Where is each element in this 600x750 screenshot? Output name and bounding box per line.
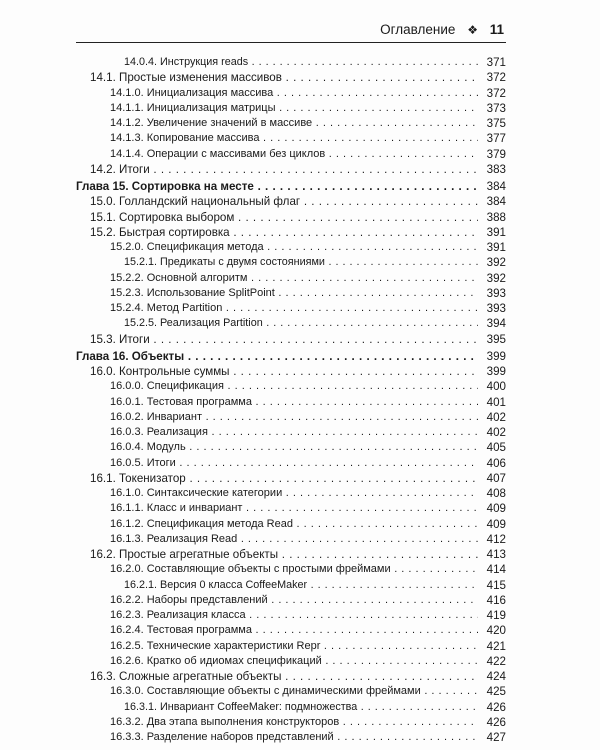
toc-entry-page: 419 (478, 608, 506, 623)
toc-entry (76, 456, 506, 471)
toc-entry (76, 654, 506, 669)
toc-entry-page: 407 (478, 471, 506, 486)
toc-entry-title: 16.2.0. Составляющие объекты с простыми фреймами . . . (110, 562, 486, 577)
toc-entry (76, 410, 506, 425)
toc-entry-title: 15.2.4. Метод Partition . . . (110, 301, 486, 316)
toc-entry-page: 426 (478, 700, 506, 715)
toc-entry-title: 16.1.1. Класс и инвариант . . . (110, 501, 486, 516)
toc-entry (76, 440, 506, 455)
toc-entry (76, 147, 506, 162)
toc-entry (76, 623, 506, 638)
toc-entry (76, 116, 506, 131)
toc-entry-title: 14.1.2. Увеличение значений в массиве . . . (110, 116, 486, 131)
toc-entry (76, 562, 506, 577)
toc-entry-title: 16.1. Токенизатор . . . (90, 471, 486, 486)
toc-entry (76, 730, 506, 745)
toc-entry-page: 409 (478, 517, 506, 532)
toc-entry (76, 501, 506, 516)
toc-entry-page: 402 (478, 410, 506, 425)
toc-entry-title: 15.0. Голландский национальный флаг . . . (90, 194, 486, 209)
toc-entry-page: 405 (478, 440, 506, 455)
toc-entry-page: 421 (478, 639, 506, 654)
toc-entry-page: 413 (478, 547, 506, 562)
toc-entry (76, 700, 506, 715)
toc-entry (76, 364, 506, 379)
toc-entry-title: 16.3.1. Инвариант CoffeeMaker: подмножества . . . (124, 700, 486, 715)
toc-entry-page: 427 (478, 730, 506, 745)
toc-entry-title: 15.2.5. Реализация Partition . . . (124, 316, 486, 331)
toc-entry-page: 416 (478, 593, 506, 608)
toc-entry-page: 393 (478, 301, 506, 316)
toc-entry-title: 15.1. Сортировка выбором . . . (90, 210, 486, 225)
toc-entry (76, 255, 506, 270)
toc-entry-page: 401 (478, 395, 506, 410)
header-title: Оглавление (380, 22, 456, 37)
toc-entry-title: 16.0.5. Итоги . . . (110, 456, 486, 471)
toc-entry-page: 414 (478, 562, 506, 577)
toc-entry-title: 16.0.2. Инвариант . . . (110, 410, 486, 425)
toc-entry-title: 16.2.5. Технические характеристики Repr . . . (110, 639, 486, 654)
toc-entry-title: 14.1.4. Операции с массивами без циклов . . . (110, 147, 486, 162)
toc-entry (76, 240, 506, 255)
toc-entry-page: 420 (478, 623, 506, 638)
toc-entry-page: 377 (478, 131, 506, 146)
toc-entry (76, 162, 506, 177)
toc-entry (76, 332, 506, 347)
toc-entry (76, 316, 506, 331)
header-rule (76, 42, 506, 43)
toc-entry-page: 412 (478, 532, 506, 547)
toc-entry-title: 15.2. Быстрая сортировка . . . (90, 225, 486, 240)
toc-entry-title: 14.2. Итоги . . . (90, 162, 486, 177)
toc-entry-page: 399 (478, 364, 506, 379)
toc-entry-page: 372 (478, 86, 506, 101)
toc-entry-page: 399 (478, 349, 506, 364)
running-header (380, 22, 504, 37)
toc-entry (76, 395, 506, 410)
toc-entry-title: 14.1.3. Копирование массива . . . (110, 131, 486, 146)
toc-entry-page: 402 (478, 425, 506, 440)
toc-entry (76, 578, 506, 593)
toc-entry-title: Глава 16. Объекты . . . (76, 349, 486, 364)
toc-entry-page: 392 (478, 255, 506, 270)
toc-entry-title: Глава 15. Сортировка на месте . . . (76, 179, 486, 194)
toc-entry-page: 384 (478, 179, 506, 194)
toc-entry-title: 15.2.2. Основной алгоритм . . . (110, 271, 486, 286)
toc-entry-page: 371 (478, 55, 506, 70)
toc-entry-page: 384 (478, 194, 506, 209)
toc-entry-title: 14.1.0. Инициализация массива . . . (110, 86, 486, 101)
toc-entry (76, 286, 506, 301)
toc-entry-title: 15.3. Итоги . . . (90, 332, 486, 347)
toc-entry-page: 391 (478, 225, 506, 240)
toc-entry-title: 16.3.3. Разделение наборов представлений . . . (110, 730, 486, 745)
toc-entry (76, 194, 506, 209)
toc-entry-title: 14.1.1. Инициализация матрицы . . . (110, 101, 486, 116)
toc-entry-page: 426 (478, 715, 506, 730)
toc-entry-title: 16.3. Сложные агрегатные объекты . . . (90, 669, 486, 684)
toc-entry-page: 409 (478, 501, 506, 516)
toc-entry (76, 210, 506, 225)
toc-entry-page: 393 (478, 286, 506, 301)
toc-entry (76, 547, 506, 562)
toc-entry-title: 16.0. Контрольные суммы . . . (90, 364, 486, 379)
toc-entry-title: 16.1.3. Реализация Read . . . (110, 532, 486, 547)
toc-entry (76, 593, 506, 608)
toc-entry-title: 15.2.0. Спецификация метода . . . (110, 240, 486, 255)
toc-entry-page: 415 (478, 578, 506, 593)
toc-entry (76, 715, 506, 730)
toc-chapter-entry (76, 349, 506, 364)
toc-entry (76, 225, 506, 240)
header-page-number: 11 (489, 22, 504, 37)
toc-entry-page: 391 (478, 240, 506, 255)
toc-entry-title: 16.0.4. Модуль . . . (110, 440, 486, 455)
toc-entry-title: 16.0.0. Спецификация . . . (110, 379, 486, 394)
toc-entry-title: 16.2.2. Наборы представлений . . . (110, 593, 486, 608)
toc-entry-page: 388 (478, 210, 506, 225)
toc-entry-page: 422 (478, 654, 506, 669)
toc-entry-page: 372 (478, 70, 506, 85)
toc-entry (76, 70, 506, 85)
toc-entry-page: 394 (478, 316, 506, 331)
toc-entry-page: 406 (478, 456, 506, 471)
toc-entry-title: 15.2.1. Предикаты с двумя состояниями . . . (124, 255, 486, 270)
toc-entry-title: 16.0.1. Тестовая программа . . . (110, 395, 486, 410)
toc-entry-page: 425 (478, 684, 506, 699)
toc-entry (76, 608, 506, 623)
toc-entry (76, 86, 506, 101)
toc-entry (76, 379, 506, 394)
toc-entry-title: 15.2.3. Использование SplitPoint . . . (110, 286, 486, 301)
toc-entry-title: 16.0.3. Реализация . . . (110, 425, 486, 440)
toc-entry (76, 55, 506, 70)
ornament-icon: ❖ (467, 23, 478, 37)
toc-entry-title: 14.0.4. Инструкция reads . . . (124, 55, 486, 70)
toc-entry (76, 669, 506, 684)
table-of-contents (76, 55, 506, 745)
toc-entry-page: 373 (478, 101, 506, 116)
toc-entry (76, 517, 506, 532)
toc-entry (76, 425, 506, 440)
toc-entry-title: 14.1. Простые изменения массивов . . . (90, 70, 486, 85)
toc-entry-title: 16.2.4. Тестовая программа . . . (110, 623, 486, 638)
toc-entry (76, 101, 506, 116)
toc-entry-title: 16.1.2. Спецификация метода Read . . . (110, 517, 486, 532)
toc-entry-page: 392 (478, 271, 506, 286)
toc-entry-page: 400 (478, 379, 506, 394)
toc-entry-page: 424 (478, 669, 506, 684)
toc-entry-page: 379 (478, 147, 506, 162)
toc-entry-title: 16.2. Простые агрегатные объекты . . . (90, 547, 486, 562)
toc-entry-title: 16.2.6. Кратко об идиомах спецификаций . . . (110, 654, 486, 669)
toc-chapter-entry (76, 179, 506, 194)
toc-entry-title: 16.2.3. Реализация класса . . . (110, 608, 486, 623)
toc-entry (76, 301, 506, 316)
toc-entry-page: 408 (478, 486, 506, 501)
toc-entry-title: 16.2.1. Версия 0 класса CoffeeMaker . . . (124, 578, 486, 593)
toc-entry (76, 271, 506, 286)
toc-entry-page: 395 (478, 332, 506, 347)
toc-entry (76, 532, 506, 547)
toc-entry (76, 486, 506, 501)
toc-entry (76, 471, 506, 486)
toc-entry-title: 16.1.0. Синтаксические категории . . . (110, 486, 486, 501)
toc-entry (76, 684, 506, 699)
toc-entry-page: 375 (478, 116, 506, 131)
toc-entry-page: 383 (478, 162, 506, 177)
toc-entry-title: 16.3.2. Два этапа выполнения конструкторов . . . (110, 715, 486, 730)
toc-entry (76, 639, 506, 654)
toc-entry-title: 16.3.0. Составляющие объекты с динамическими фреймами . . . (110, 684, 486, 699)
toc-entry (76, 131, 506, 146)
